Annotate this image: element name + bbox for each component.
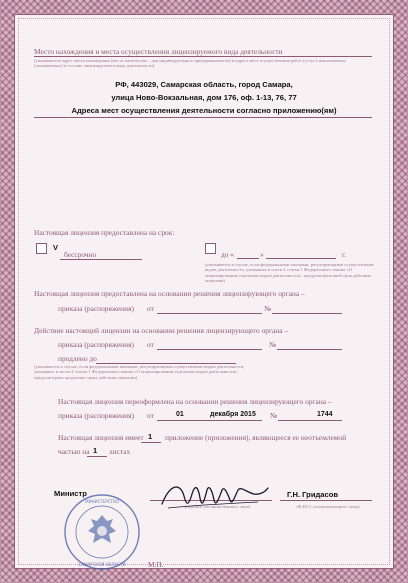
decision-number: № [264, 304, 272, 313]
address-line-3: Адреса мест осуществления деятельности согласно приложению(ям) [71, 106, 337, 115]
reissue-date-rule [157, 420, 262, 421]
appendix-count-rule [141, 442, 161, 443]
address-line-1: РФ, 443029, Самарская область, город Самара, [115, 80, 293, 89]
appendix-sheets: 1 [93, 446, 98, 455]
until-checkbox [205, 243, 216, 254]
reissue-from: от [147, 411, 154, 420]
name-rule [280, 500, 372, 501]
svg-text:САМАРСКОЙ ОБЛАСТИ: САМАРСКОЙ ОБЛАСТИ [78, 562, 126, 567]
official-seal [63, 493, 141, 571]
reissue-label: Настоящая лицензия переоформлена на основании решения лицензирующего органа – [58, 397, 332, 406]
extension-label: Действие настоящей лицензии на основании решения лицензирующего органа – [34, 326, 289, 335]
until-quote: » [260, 250, 264, 259]
extension-number-rule [277, 349, 342, 350]
appendix-text-before: Настоящая лицензия имеет [58, 433, 144, 442]
signature-note: (подпись уполномоченного лица) [184, 504, 251, 509]
extension-number: № [269, 340, 277, 349]
name-note: (Ф.И.О. уполномоченного лица) [296, 504, 360, 509]
header-rule [34, 56, 372, 57]
reissue-month-year: декабря 2015 [210, 411, 256, 418]
appendix-text-after: приложение (приложения), являющееся ее неотъемлемой [165, 433, 347, 442]
extended-until: продлено до [58, 354, 97, 363]
until-year: г. [342, 250, 347, 259]
reissue-number: № [270, 411, 278, 420]
decision-date-rule [157, 313, 262, 314]
appendix-part: частью на [58, 447, 90, 456]
mp-label: М.П. [148, 560, 164, 569]
location-label: Место нахождения и места осуществления лицензируемого вида деятельности [34, 47, 283, 56]
until-day-rule [237, 258, 259, 259]
extension-order: приказа (распоряжения) [58, 340, 134, 349]
decision-order: приказа (распоряжения) [58, 304, 134, 313]
handwritten-signature [158, 478, 270, 514]
location-note: (указываются адрес места нахождения (места жительства – для индивидуального предпринимателя) и адреса мест осуществления работ (услуг), выполняемых (оказываемых) в составе лицензируемого вида деятельности) [34, 58, 347, 69]
reissue-number-rule [278, 420, 342, 421]
signer-name: Г.Н. Гридасов [287, 490, 339, 499]
reissue-day: 01 [176, 411, 184, 418]
until-month-rule [266, 258, 336, 259]
address-rule [34, 117, 372, 118]
indefinite-label: бессрочно [64, 250, 97, 259]
appendix-count: 1 [148, 432, 153, 441]
address-line-2: улица Ново-Вокзальная, дом 176, оф. 1-13, 76, 77 [111, 93, 297, 102]
appendix-sheets-label: листах [109, 447, 131, 456]
extension-date-rule [157, 349, 262, 350]
decision-number-rule [272, 313, 342, 314]
indefinite-rule [60, 259, 142, 260]
indefinite-checkbox [36, 243, 47, 254]
signer-position: Министр [54, 489, 87, 498]
term-label: Настоящая лицензия предоставлена на срок: [34, 228, 175, 237]
reissue-order: приказа (распоряжения) [58, 411, 134, 420]
extension-note: (указывается в случае, если федеральными законами, регулирующими осуществление видов деятельности, указанных в части 4 статьи 1 Федерального закона «О лицензировании отдельных видов деятельности», предусмотрено продление срока действия лицензии) [34, 364, 245, 380]
extension-from: от [147, 340, 154, 349]
check-mark: V [53, 243, 59, 252]
appendix-sheets-rule [87, 456, 107, 457]
term-note: (указывается в случае, если федеральными законами, регулирующими осуществление видов деятельности, указанных в части 4 статьи 1 Федерального закона «О лицензировании отдельных видов деятельности», предусмотрен иной срок действия лицензии) [205, 262, 375, 284]
until-label: до « [221, 250, 234, 259]
decision-from: от [147, 304, 154, 313]
decision-label: Настоящая лицензия предоставлена на основании решения лицензирующего органа – [34, 289, 305, 298]
svg-text:МИНИСТЕРСТВО: МИНИСТЕРСТВО [85, 499, 119, 504]
reissue-number-value: 1744 [317, 411, 333, 418]
